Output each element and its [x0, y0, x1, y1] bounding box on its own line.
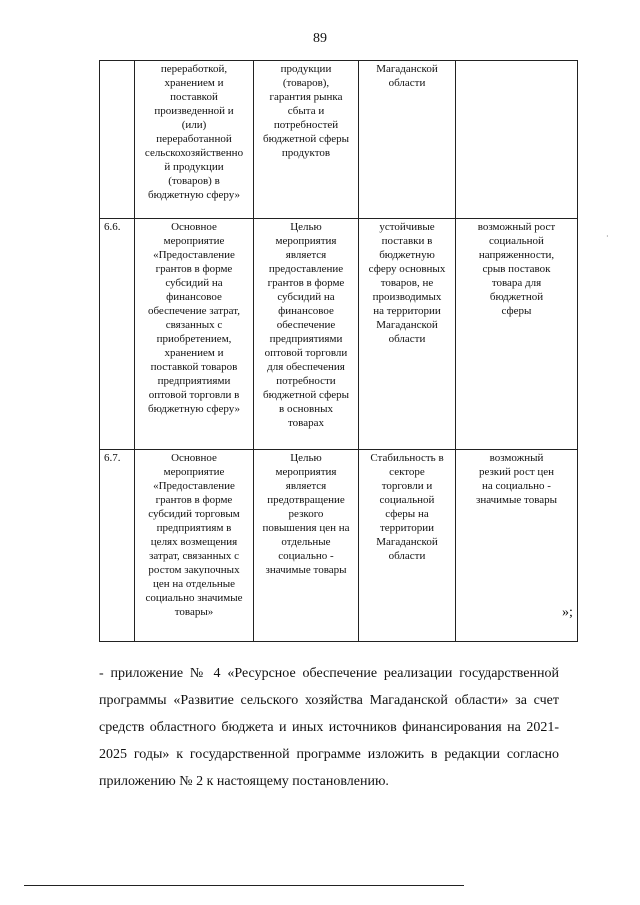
- row-number: [100, 61, 135, 219]
- page-number: 89: [313, 31, 327, 46]
- closing-quote-mark: »;: [562, 605, 573, 620]
- table-row: [100, 61, 578, 219]
- activity-goal: Целью мероприятия является предоставление грантов в форме субсидий на финансовое обеспечение предприятиями оптовой торговли для обеспечения потребности бюджетной сферы в основных товарах: [254, 219, 359, 450]
- body-paragraph: - приложение № 4 «Ресурсное обеспечение реализации государственной программы «Развитие сельского хозяйства Магаданской области» за счет средств областного бюджета и иных источников финансирования на 2021-2025 годы» к государственной программе изложить в редакции согласно приложению № 2 к настоящему постановлению.: [99, 666, 559, 789]
- risk-description: возможный резкий рост цен на социально - значимые товары: [456, 450, 578, 642]
- activity-name: Основное мероприятие «Предоставление грантов в форме субсидий на финансовое обеспечение затрат, связанных с приобретением, хранением и поставкой товаров предприятиями оптовой торговли в бюджетную сферу»: [135, 219, 254, 450]
- scan-artifact-dot: ·: [606, 232, 609, 241]
- table-row: [100, 219, 578, 450]
- program-table: [99, 60, 578, 642]
- row-number: 6.7.: [100, 450, 135, 642]
- expected-result: Магаданской области: [359, 61, 456, 219]
- activity-goal: Целью мероприятия является предотвращение резкого повышения цен на отдельные социально - значимые товары: [254, 450, 359, 642]
- expected-result: Стабильность в секторе торговли и социальной сферы на территории Магаданской области: [359, 450, 456, 642]
- table-row: [100, 450, 578, 642]
- risk-description: возможный рост социальной напряженности, срыв поставок товара для бюджетной сферы: [456, 219, 578, 450]
- activity-goal: продукции (товаров), гарантия рынка сбыта и потребностей бюджетной сферы продуктов: [254, 61, 359, 219]
- row-number: 6.6.: [100, 219, 135, 450]
- footer-divider: [24, 885, 464, 886]
- activity-name: Основное мероприятие «Предоставление грантов в форме субсидий торговым предприятиям в целях возмещения затрат, связанных с ростом закупочных цен на отдельные социально значимые товары»: [135, 450, 254, 642]
- risk-description: [456, 61, 578, 219]
- activity-name: переработкой, хранением и поставкой произведенной и (или) переработанной сельскохозяйственно й продукции (товаров) в бюджетную сферу»: [135, 61, 254, 219]
- expected-result: устойчивые поставки в бюджетную сферу основных товаров, не производимых на территории Магаданской области: [359, 219, 456, 450]
